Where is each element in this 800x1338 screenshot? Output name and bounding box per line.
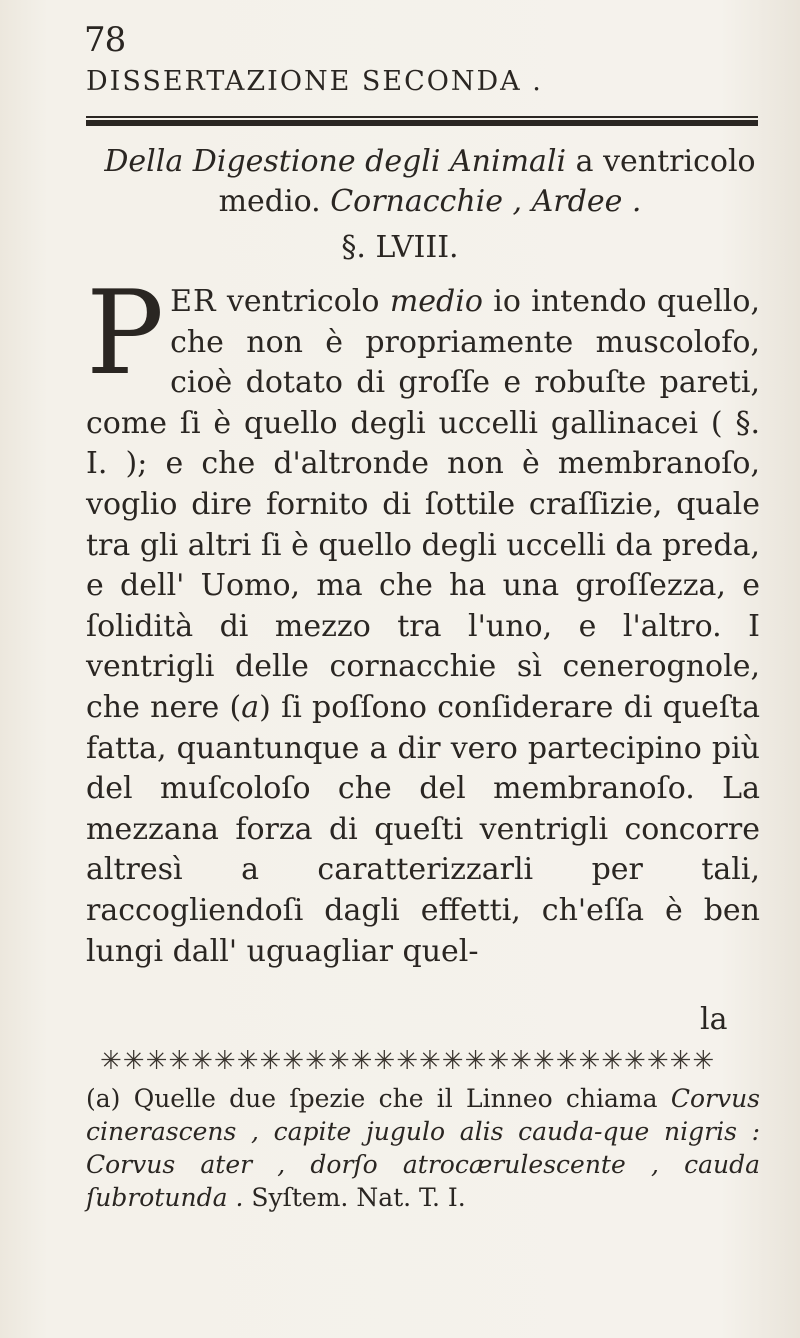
heading-roman: a ventricolo medio. (218, 144, 756, 219)
catchword: la (700, 1002, 728, 1037)
header-rule (86, 116, 758, 128)
footnote-italic-2: Corvus ater , dorſo atrocærulescente , cauda ſubrotunda . (86, 1150, 760, 1212)
footnote-text-2: Syſtem. Nat. T. I. (251, 1183, 466, 1212)
footnote-italic-1: Corvus cinerascens , capite jugulo alis cauda-que nigris : (86, 1084, 761, 1146)
body-text-1: ventricolo (226, 284, 380, 319)
ornament-divider: ✳✳✳✳✳✳✳✳✳✳✳✳✳✳✳✳✳✳✳✳✳✳✳✳✳✳✳ (100, 1046, 716, 1076)
body-italic-word: medio (389, 284, 483, 319)
drop-cap: P (86, 266, 161, 401)
footnote-marker: (a) (86, 1084, 121, 1113)
section-number: §. LVIII. (341, 230, 459, 265)
heading-italic-tail: Cornacchie , Ardee . (330, 184, 642, 219)
page-number: 78 (84, 20, 126, 60)
running-head: DISSERTAZIONE SECONDA . (86, 66, 543, 97)
header-rule-thin (86, 116, 758, 118)
first-word-rest: ER (170, 284, 217, 319)
footnote (86, 1082, 760, 1214)
body-text-2: io intendo quello, che non è propriamente muscolofo, cioè dotato di groſſe e robuſte pareti, come ſi è quello degli uccelli gallinacei ( §. I. ); e che d'altronde non è membranoſo, voglio dire fornito di ſottile craſſizie, quale tra gli altri ſi è quello degli uccelli da preda, e dell' Uomo, ma che ha una groſſezza, e ſolidità di mezzo tra l'uno, e l'altro. I ventrigli delle cornacchie sì cenerognole, che nere ( (86, 284, 760, 725)
header-rule-thick (86, 120, 758, 126)
body-paragraph (86, 266, 760, 972)
heading-italic: Della Digestione degli Animali (104, 144, 567, 179)
footnote-text-1: Quelle due ſpezie che il Linneo chiama (133, 1084, 658, 1113)
footnote-reference: a (241, 689, 260, 725)
chapter-heading (100, 142, 760, 222)
body-text-3: ) ſi poſſono conſiderare di queſta fatta, quantunque a dir vero partecipino più del muſcoloſo che del membranoſo. La mezzana forza di queſti ventrigli concorre altresì a caratterizzarli per tali, raccogliendoſi dagli effetti, ch'eſſa è ben lungi dall' uguagliar quel- (86, 689, 760, 969)
